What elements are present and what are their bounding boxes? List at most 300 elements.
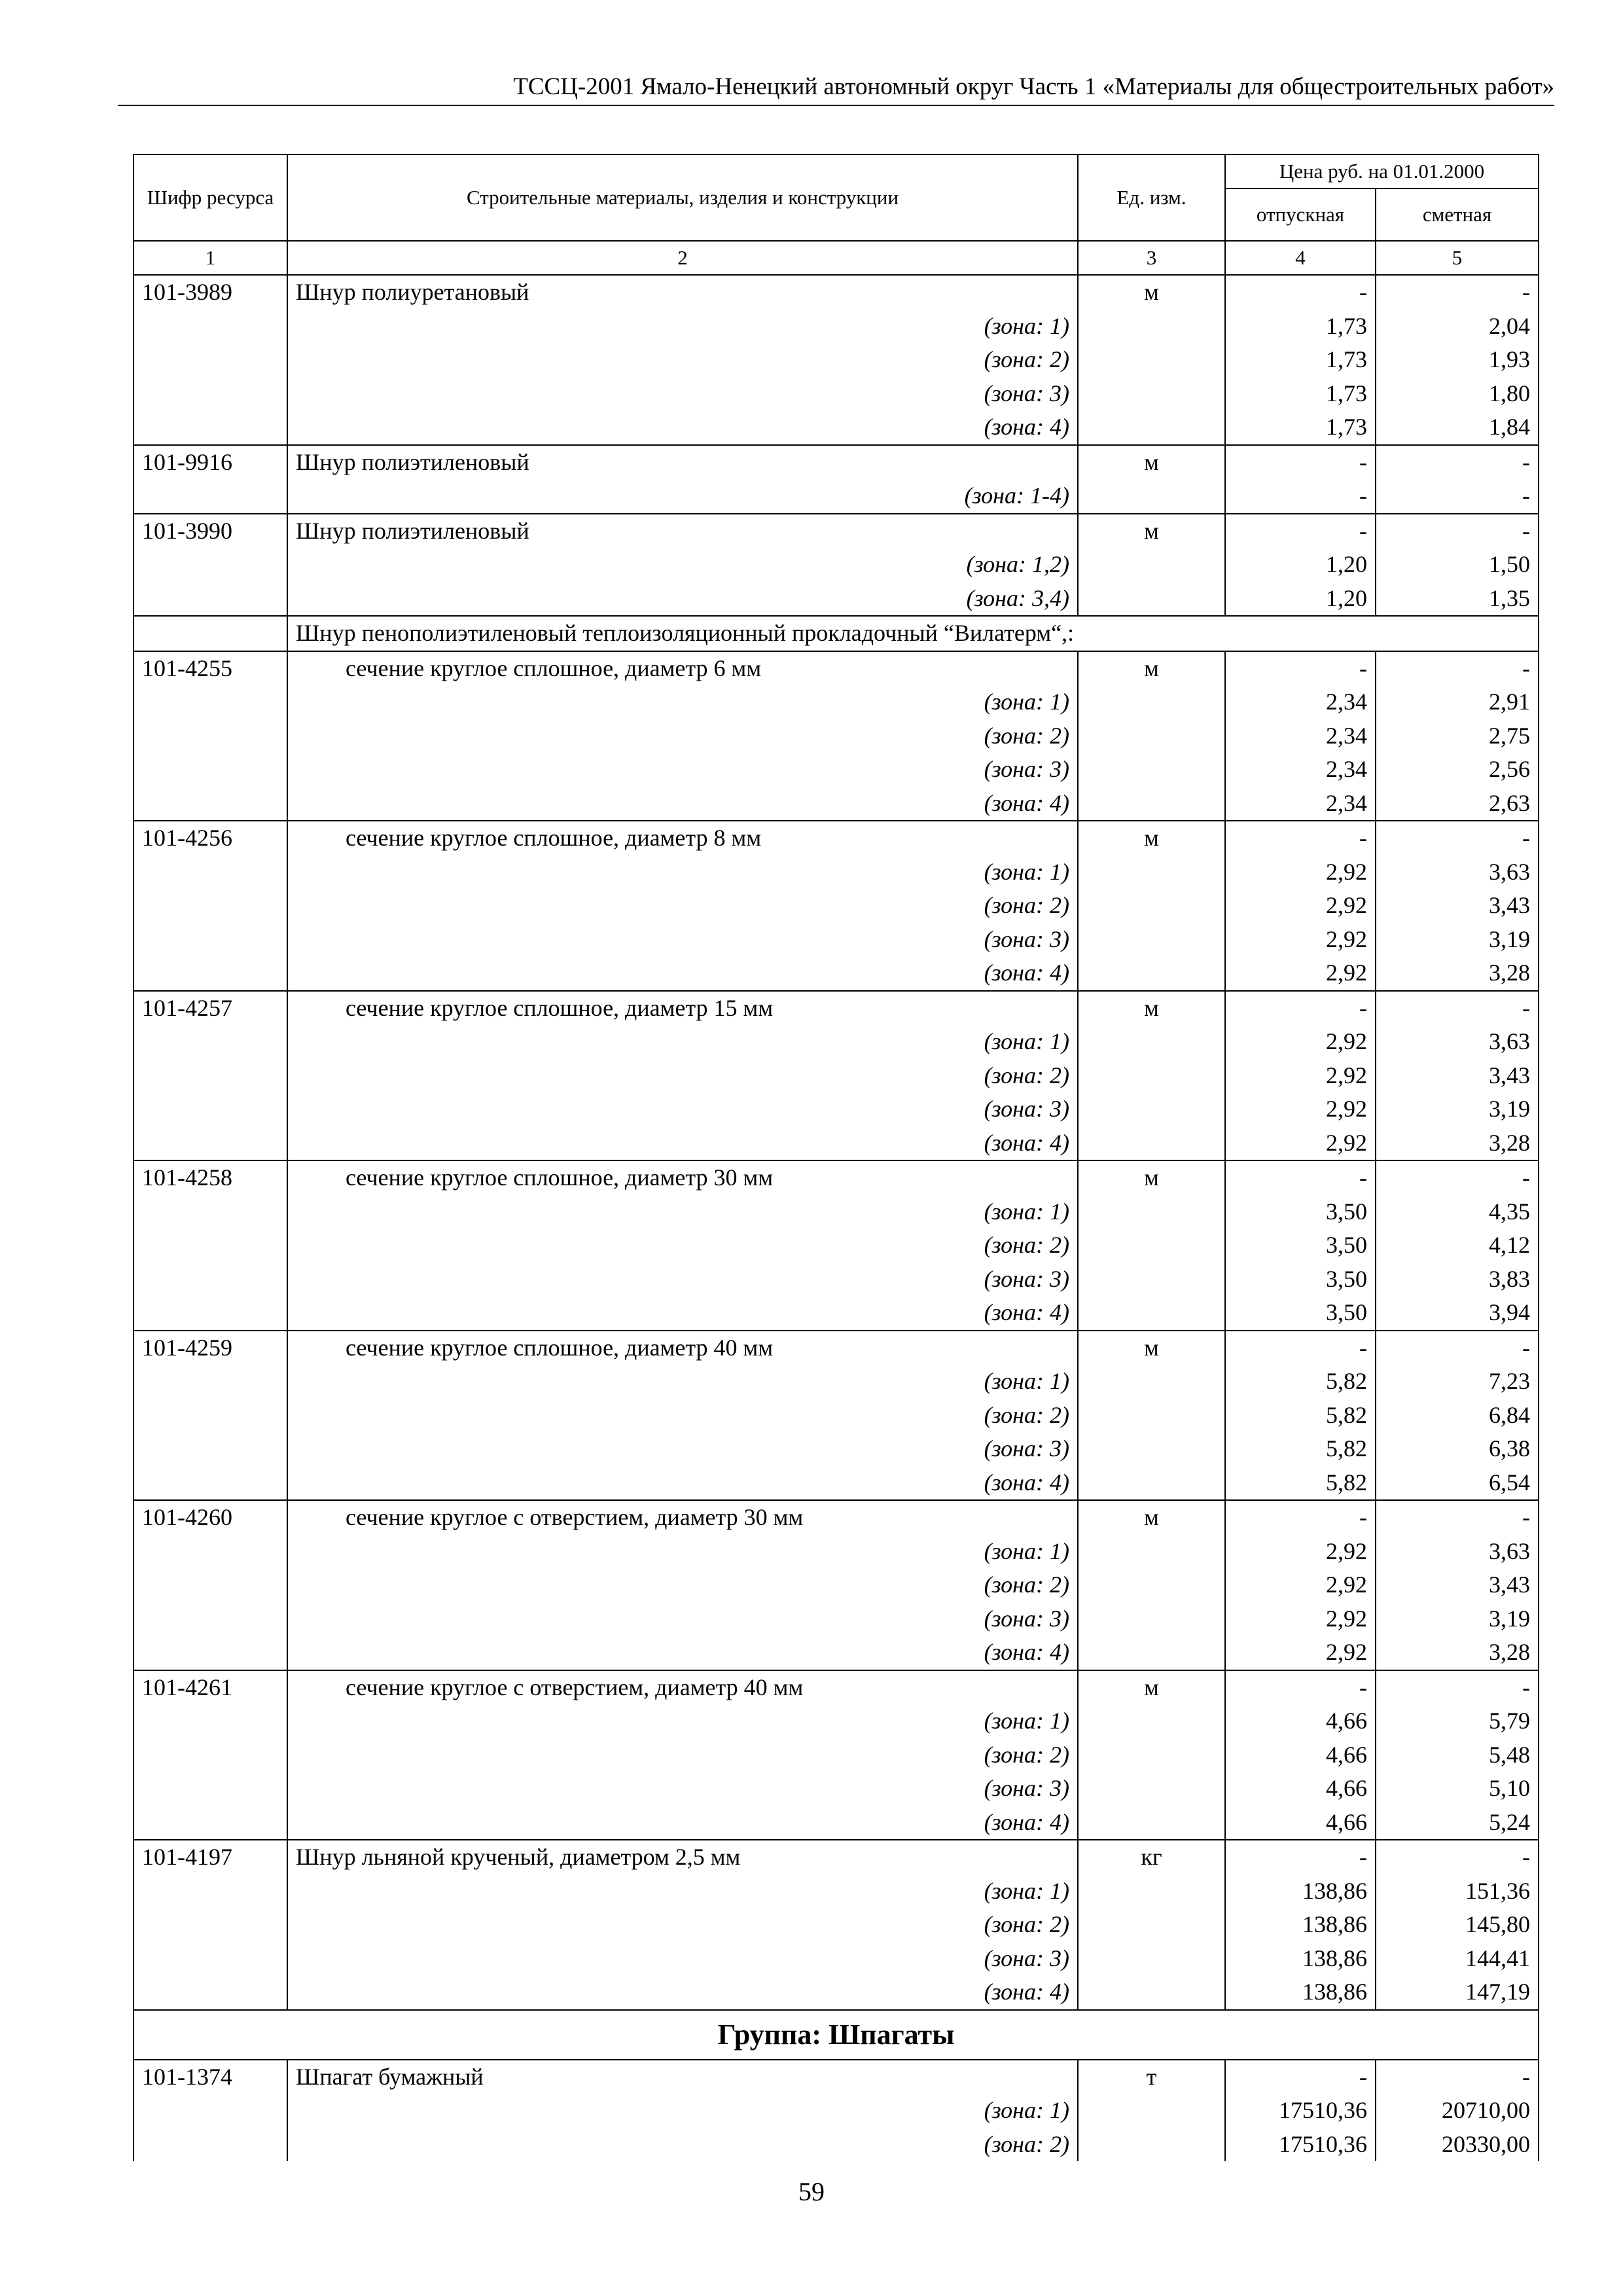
- estimate-price: 6,84: [1376, 1399, 1539, 1433]
- zone-row: [134, 1466, 1539, 1501]
- release-price: 2,92: [1225, 1535, 1376, 1569]
- resource-code-empty: [134, 2128, 287, 2162]
- estimate-price: 2,56: [1376, 753, 1539, 787]
- release-price: 1,73: [1225, 377, 1376, 411]
- estimate-price: 5,48: [1376, 1738, 1539, 1772]
- zone-row: [134, 1229, 1539, 1263]
- material-name: Шнур льняной крученый, диаметром 2,5 мм: [287, 1840, 1078, 1874]
- resource-code: 101-4197: [134, 1840, 287, 1874]
- release-price: 3,50: [1225, 1263, 1376, 1297]
- estimate-price: 7,23: [1376, 1365, 1539, 1399]
- release-price: -: [1225, 1670, 1376, 1705]
- release-price: 2,92: [1225, 889, 1376, 923]
- release-price: 2,34: [1225, 787, 1376, 821]
- resource-code: 101-4259: [134, 1331, 287, 1365]
- zone-row: [134, 1365, 1539, 1399]
- resource-code-empty: [134, 923, 287, 957]
- resource-code-empty: [134, 2094, 287, 2128]
- resource-code: 101-4258: [134, 1160, 287, 1195]
- release-price: 17510,36: [1225, 2094, 1376, 2128]
- header-rule: [118, 105, 1554, 106]
- zone-row: [134, 1195, 1539, 1229]
- release-price: 1,20: [1225, 548, 1376, 582]
- resource-code-empty: [134, 753, 287, 787]
- release-price: 2,34: [1225, 719, 1376, 753]
- zone-label: (зона: 4): [287, 956, 1078, 991]
- header-estimate-price: сметная: [1376, 188, 1539, 241]
- release-price: -: [1225, 651, 1376, 686]
- unit-cell: м: [1078, 1500, 1225, 1535]
- estimate-price: 1,93: [1376, 343, 1539, 377]
- release-price: -: [1225, 445, 1376, 480]
- material-name: сечение круглое сплошное, диаметр 8 мм: [287, 821, 1078, 855]
- unit-cell: м: [1078, 275, 1225, 310]
- release-price: 1,73: [1225, 310, 1376, 344]
- estimate-price: -: [1376, 1500, 1539, 1535]
- unit-cell: м: [1078, 821, 1225, 855]
- estimate-price: 20330,00: [1376, 2128, 1539, 2162]
- resource-code-empty: [134, 1874, 287, 1909]
- resource-code: 101-4260: [134, 1500, 287, 1535]
- unit-cell-empty: [1078, 1602, 1225, 1636]
- zone-label: (зона: 2): [287, 343, 1078, 377]
- unit-cell-empty: [1078, 956, 1225, 991]
- estimate-price: 3,94: [1376, 1296, 1539, 1331]
- resource-code: 101-4257: [134, 991, 287, 1026]
- resource-code-empty: [134, 1466, 287, 1501]
- unit-cell: м: [1078, 1331, 1225, 1365]
- resource-code-empty: [134, 343, 287, 377]
- zone-label: (зона: 1): [287, 1195, 1078, 1229]
- resource-code-empty: [134, 479, 287, 514]
- unit-cell-empty: [1078, 1432, 1225, 1466]
- unit-cell-empty: [1078, 685, 1225, 719]
- resource-code-empty: [134, 1229, 287, 1263]
- unit-cell-empty: [1078, 719, 1225, 753]
- resource-code-empty: [134, 1636, 287, 1670]
- zone-label: (зона: 2): [287, 1738, 1078, 1772]
- resource-code-empty: [134, 855, 287, 889]
- unit-cell-empty: [1078, 1704, 1225, 1738]
- release-price: 2,34: [1225, 753, 1376, 787]
- resource-code-empty: [134, 1942, 287, 1976]
- estimate-price: 3,63: [1376, 1535, 1539, 1569]
- zone-label: (зона: 1): [287, 1874, 1078, 1909]
- unit-cell: м: [1078, 651, 1225, 686]
- zone-label: (зона: 2): [287, 1399, 1078, 1433]
- release-price: 1,73: [1225, 410, 1376, 445]
- estimate-price: 20710,00: [1376, 2094, 1539, 2128]
- zone-row: [134, 2128, 1539, 2162]
- header-price: Цена руб. на 01.01.2000: [1225, 154, 1539, 188]
- material-name: Шнур полиуретановый: [287, 275, 1078, 310]
- zone-row: [134, 310, 1539, 344]
- unit-cell-empty: [1078, 1059, 1225, 1093]
- release-price: 2,92: [1225, 1025, 1376, 1059]
- resource-code: 101-3990: [134, 514, 287, 548]
- zone-label: (зона: 3): [287, 1602, 1078, 1636]
- resource-code-empty: [134, 548, 287, 582]
- estimate-price: 3,19: [1376, 1602, 1539, 1636]
- zone-row: [134, 1772, 1539, 1806]
- unit-cell-empty: [1078, 1772, 1225, 1806]
- unit-cell-empty: [1078, 1092, 1225, 1126]
- zone-row: [134, 1806, 1539, 1840]
- material-name: сечение круглое с отверстием, диаметр 30 мм: [287, 1500, 1078, 1535]
- zone-label: (зона: 3): [287, 1772, 1078, 1806]
- zone-label: (зона: 4): [287, 1975, 1078, 2010]
- resource-code-empty: [134, 1059, 287, 1093]
- material-name: сечение круглое сплошное, диаметр 15 мм: [287, 991, 1078, 1026]
- zone-label: (зона: 4): [287, 410, 1078, 445]
- header-release-price: отпускная: [1225, 188, 1376, 241]
- resource-code-empty: [134, 685, 287, 719]
- release-price: -: [1225, 1331, 1376, 1365]
- unit-cell-empty: [1078, 1263, 1225, 1297]
- zone-label: (зона: 2): [287, 1908, 1078, 1942]
- zone-row: [134, 1738, 1539, 1772]
- estimate-price: 3,43: [1376, 889, 1539, 923]
- estimate-price: 3,19: [1376, 1092, 1539, 1126]
- estimate-price: -: [1376, 991, 1539, 1026]
- zone-label: (зона: 4): [287, 1636, 1078, 1670]
- estimate-price: -: [1376, 275, 1539, 310]
- zone-label: (зона: 4): [287, 1466, 1078, 1501]
- zone-row: [134, 377, 1539, 411]
- zone-row: [134, 923, 1539, 957]
- zone-row: [134, 1568, 1539, 1602]
- zone-row: [134, 787, 1539, 821]
- zone-label: (зона: 4): [287, 787, 1078, 821]
- unit-cell-empty: [1078, 1466, 1225, 1501]
- unit-cell-empty: [1078, 582, 1225, 617]
- resource-code-empty: [134, 1535, 287, 1569]
- unit-cell: м: [1078, 514, 1225, 548]
- zone-row: [134, 548, 1539, 582]
- estimate-price: 4,12: [1376, 1229, 1539, 1263]
- estimate-price: -: [1376, 651, 1539, 686]
- zone-label: (зона: 3): [287, 1942, 1078, 1976]
- resource-code: 101-4261: [134, 1670, 287, 1705]
- release-price: 138,86: [1225, 1874, 1376, 1909]
- release-price: -: [1225, 1160, 1376, 1195]
- zone-row: [134, 410, 1539, 445]
- release-price: -: [1225, 991, 1376, 1026]
- resource-code: 101-1374: [134, 2060, 287, 2094]
- release-price: -: [1225, 275, 1376, 310]
- estimate-price: -: [1376, 514, 1539, 548]
- zone-row: [134, 2094, 1539, 2128]
- zone-row: [134, 753, 1539, 787]
- material-row: [134, 1331, 1539, 1365]
- release-price: 138,86: [1225, 1975, 1376, 2010]
- zone-row: [134, 1874, 1539, 1909]
- resource-code-empty: [134, 1126, 287, 1161]
- resource-code-empty: [134, 1399, 287, 1433]
- zone-label: (зона: 1): [287, 2094, 1078, 2128]
- resource-code-empty: [134, 1432, 287, 1466]
- material-name: сечение круглое с отверстием, диаметр 40 мм: [287, 1670, 1078, 1705]
- zone-row: [134, 1975, 1539, 2010]
- resource-code-empty: [134, 1025, 287, 1059]
- resource-code-empty: [134, 1908, 287, 1942]
- release-price: -: [1225, 514, 1376, 548]
- release-price: -: [1225, 1500, 1376, 1535]
- unit-cell-empty: [1078, 343, 1225, 377]
- material-name: Шнур полиэтиленовый: [287, 514, 1078, 548]
- group-title: Группа: Шпагаты: [134, 2010, 1539, 2060]
- resource-code-empty: [134, 377, 287, 411]
- estimate-price: 145,80: [1376, 1908, 1539, 1942]
- zone-row: [134, 889, 1539, 923]
- unit-cell: кг: [1078, 1840, 1225, 1874]
- zone-row: [134, 956, 1539, 991]
- release-price: 4,66: [1225, 1806, 1376, 1840]
- estimate-price: 2,63: [1376, 787, 1539, 821]
- estimate-price: 3,28: [1376, 956, 1539, 991]
- group-row: [134, 2010, 1539, 2060]
- resource-code-empty: [134, 1092, 287, 1126]
- zone-label: (зона: 4): [287, 1806, 1078, 1840]
- estimate-price: 3,83: [1376, 1263, 1539, 1297]
- estimate-price: -: [1376, 821, 1539, 855]
- material-row: [134, 445, 1539, 480]
- estimate-price: 147,19: [1376, 1975, 1539, 2010]
- material-row: [134, 275, 1539, 310]
- column-number: 2: [287, 241, 1078, 275]
- unit-cell-empty: [1078, 1636, 1225, 1670]
- zone-label: (зона: 1): [287, 310, 1078, 344]
- unit-cell: т: [1078, 2060, 1225, 2094]
- zone-row: [134, 1126, 1539, 1161]
- release-price: 5,82: [1225, 1466, 1376, 1501]
- material-row: [134, 1160, 1539, 1195]
- resource-code-empty: [134, 1296, 287, 1331]
- resource-code: 101-3989: [134, 275, 287, 310]
- zone-label: (зона: 1): [287, 1535, 1078, 1569]
- zone-label: (зона: 4): [287, 1126, 1078, 1161]
- release-price: 2,34: [1225, 685, 1376, 719]
- material-name: сечение круглое сплошное, диаметр 6 мм: [287, 651, 1078, 686]
- material-row: [134, 1500, 1539, 1535]
- estimate-price: -: [1376, 1331, 1539, 1365]
- unit-cell-empty: [1078, 1806, 1225, 1840]
- zone-row: [134, 582, 1539, 617]
- zone-row: [134, 1535, 1539, 1569]
- resource-code-empty: [134, 1568, 287, 1602]
- unit-cell-empty: [1078, 1535, 1225, 1569]
- price-table: [133, 154, 1539, 2161]
- header-name: Строительные материалы, изделия и конструкции: [287, 154, 1078, 241]
- resource-code-empty: [134, 1975, 287, 2010]
- page-number: 59: [798, 2177, 825, 2206]
- estimate-price: 1,80: [1376, 377, 1539, 411]
- unit-cell-empty: [1078, 1738, 1225, 1772]
- release-price: 2,92: [1225, 1602, 1376, 1636]
- release-price: -: [1225, 479, 1376, 514]
- zone-row: [134, 855, 1539, 889]
- resource-code: 101-4255: [134, 651, 287, 686]
- unit-cell-empty: [1078, 923, 1225, 957]
- resource-code-empty: [134, 719, 287, 753]
- release-price: 2,92: [1225, 855, 1376, 889]
- estimate-price: 5,10: [1376, 1772, 1539, 1806]
- estimate-price: 6,54: [1376, 1466, 1539, 1501]
- estimate-price: 5,24: [1376, 1806, 1539, 1840]
- zone-label: (зона: 2): [287, 1229, 1078, 1263]
- unit-cell-empty: [1078, 889, 1225, 923]
- zone-label: (зона: 1): [287, 1025, 1078, 1059]
- resource-code-empty: [134, 1704, 287, 1738]
- unit-cell-empty: [1078, 1025, 1225, 1059]
- zone-row: [134, 479, 1539, 514]
- release-price: 3,50: [1225, 1296, 1376, 1331]
- material-row: [134, 821, 1539, 855]
- zone-row: [134, 1092, 1539, 1126]
- zone-label: (зона: 1-4): [287, 479, 1078, 514]
- zone-row: [134, 1602, 1539, 1636]
- estimate-price: 3,63: [1376, 1025, 1539, 1059]
- zone-row: [134, 1296, 1539, 1331]
- zone-label: (зона: 1): [287, 1365, 1078, 1399]
- release-price: 138,86: [1225, 1908, 1376, 1942]
- release-price: 2,92: [1225, 1092, 1376, 1126]
- unit-cell-empty: [1078, 1365, 1225, 1399]
- estimate-price: 3,43: [1376, 1568, 1539, 1602]
- unit-cell: м: [1078, 1160, 1225, 1195]
- zone-row: [134, 1432, 1539, 1466]
- resource-code-empty: [134, 582, 287, 617]
- section-row: [134, 616, 1539, 651]
- zone-row: [134, 343, 1539, 377]
- material-row: [134, 514, 1539, 548]
- zone-row: [134, 1263, 1539, 1297]
- zone-label: (зона: 2): [287, 2128, 1078, 2162]
- zone-label: (зона: 2): [287, 1568, 1078, 1602]
- unit-cell-empty: [1078, 1568, 1225, 1602]
- column-number: 5: [1376, 241, 1539, 275]
- table-body: [134, 275, 1539, 2161]
- unit-cell-empty: [1078, 548, 1225, 582]
- unit-cell-empty: [1078, 1908, 1225, 1942]
- zone-label: (зона: 1): [287, 1704, 1078, 1738]
- release-price: 2,92: [1225, 1126, 1376, 1161]
- estimate-price: 1,84: [1376, 410, 1539, 445]
- unit-cell-empty: [1078, 1126, 1225, 1161]
- zone-label: (зона: 1): [287, 855, 1078, 889]
- resource-code-empty: [134, 1263, 287, 1297]
- release-price: 1,20: [1225, 582, 1376, 617]
- material-row: [134, 1670, 1539, 1705]
- estimate-price: 4,35: [1376, 1195, 1539, 1229]
- release-price: 2,92: [1225, 923, 1376, 957]
- unit-cell-empty: [1078, 479, 1225, 514]
- zone-label: (зона: 3): [287, 377, 1078, 411]
- unit-cell-empty: [1078, 855, 1225, 889]
- unit-cell-empty: [1078, 377, 1225, 411]
- release-price: 17510,36: [1225, 2128, 1376, 2162]
- zone-label: (зона: 3,4): [287, 582, 1078, 617]
- resource-code-empty: [134, 1365, 287, 1399]
- unit-cell-empty: [1078, 1399, 1225, 1433]
- release-price: 138,86: [1225, 1942, 1376, 1976]
- running-header: ТССЦ-2001 Ямало-Ненецкий автономный округ Часть 1 «Материалы для общестроительных работ»: [513, 73, 1554, 100]
- resource-code-empty: [134, 1602, 287, 1636]
- resource-code: 101-9916: [134, 445, 287, 480]
- resource-code-empty: [134, 956, 287, 991]
- resource-code-empty: [134, 889, 287, 923]
- zone-row: [134, 1025, 1539, 1059]
- estimate-price: 6,38: [1376, 1432, 1539, 1466]
- material-name: Шпагат бумажный: [287, 2060, 1078, 2094]
- header-code: Шифр ресурса: [134, 154, 287, 241]
- estimate-price: 1,35: [1376, 582, 1539, 617]
- resource-code-empty: [134, 1806, 287, 1840]
- estimate-price: -: [1376, 2060, 1539, 2094]
- material-row: [134, 991, 1539, 1026]
- zone-label: (зона: 3): [287, 1263, 1078, 1297]
- estimate-price: 3,63: [1376, 855, 1539, 889]
- zone-row: [134, 1908, 1539, 1942]
- estimate-price: -: [1376, 445, 1539, 480]
- estimate-price: 3,43: [1376, 1059, 1539, 1093]
- material-name: сечение круглое сплошное, диаметр 30 мм: [287, 1160, 1078, 1195]
- column-number: 1: [134, 241, 287, 275]
- section-title: Шнур пенополиэтиленовый теплоизоляционный прокладочный “Вилатерм“,:: [287, 616, 1539, 651]
- zone-row: [134, 1704, 1539, 1738]
- release-price: 2,92: [1225, 1059, 1376, 1093]
- release-price: 3,50: [1225, 1229, 1376, 1263]
- unit-cell: м: [1078, 1670, 1225, 1705]
- release-price: 5,82: [1225, 1432, 1376, 1466]
- estimate-price: -: [1376, 1840, 1539, 1874]
- release-price: -: [1225, 1840, 1376, 1874]
- zone-label: (зона: 3): [287, 753, 1078, 787]
- release-price: -: [1225, 2060, 1376, 2094]
- table-header: [134, 154, 1539, 275]
- zone-label: (зона: 1,2): [287, 548, 1078, 582]
- zone-row: [134, 1636, 1539, 1670]
- unit-cell-empty: [1078, 1296, 1225, 1331]
- material-row: [134, 651, 1539, 686]
- release-price: 1,73: [1225, 343, 1376, 377]
- zone-label: (зона: 2): [287, 719, 1078, 753]
- release-price: 4,66: [1225, 1738, 1376, 1772]
- release-price: 4,66: [1225, 1704, 1376, 1738]
- unit-cell: м: [1078, 445, 1225, 480]
- estimate-price: 2,04: [1376, 310, 1539, 344]
- zone-row: [134, 1942, 1539, 1976]
- estimate-price: 3,28: [1376, 1636, 1539, 1670]
- estimate-price: 3,28: [1376, 1126, 1539, 1161]
- unit-cell: м: [1078, 991, 1225, 1026]
- release-price: 5,82: [1225, 1365, 1376, 1399]
- zone-row: [134, 1399, 1539, 1433]
- estimate-price: 1,50: [1376, 548, 1539, 582]
- material-row: [134, 1840, 1539, 1874]
- release-price: 5,82: [1225, 1399, 1376, 1433]
- unit-cell-empty: [1078, 753, 1225, 787]
- resource-code: 101-4256: [134, 821, 287, 855]
- zone-label: (зона: 4): [287, 1296, 1078, 1331]
- estimate-price: 2,91: [1376, 685, 1539, 719]
- zone-row: [134, 719, 1539, 753]
- unit-cell-empty: [1078, 2094, 1225, 2128]
- zone-label: (зона: 2): [287, 889, 1078, 923]
- estimate-price: -: [1376, 479, 1539, 514]
- header-unit: Ед. изм.: [1078, 154, 1225, 241]
- resource-code-empty: [134, 616, 287, 651]
